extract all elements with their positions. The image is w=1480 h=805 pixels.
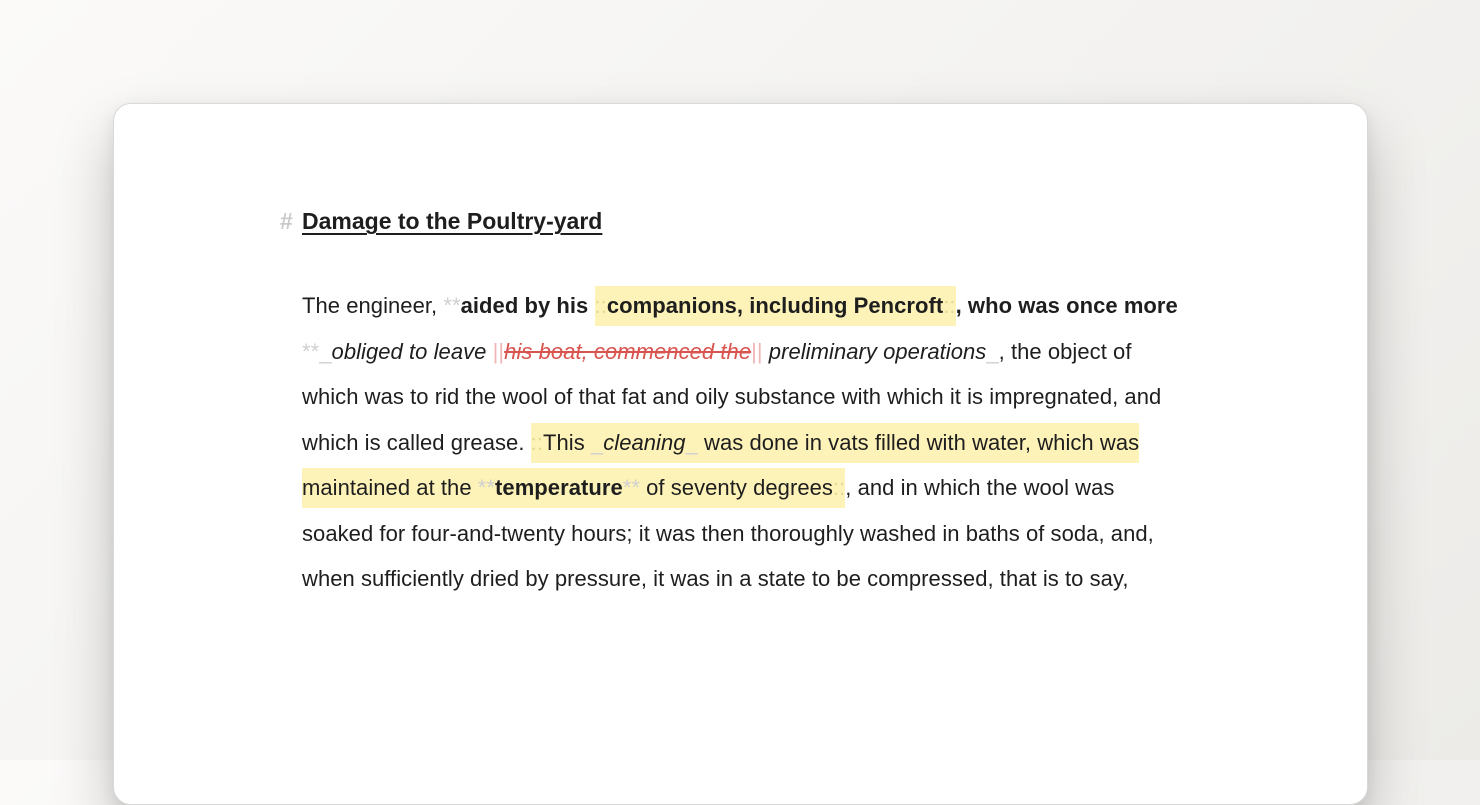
highlight-text: companions, including Pencroft [606, 293, 944, 318]
italic-text: cleaning [603, 429, 686, 455]
text-run: The engineer, [302, 293, 444, 318]
italic-marker: _ [590, 429, 604, 455]
bold-marker: ** [302, 338, 320, 364]
highlight-text: was done in vats filled with water, which was maintained at the [302, 429, 1140, 500]
paragraph[interactable] [302, 283, 1182, 602]
heading-title: Damage to the Poultry-yard [302, 208, 603, 234]
highlight-marker: :: [943, 293, 956, 318]
italic-text: preliminary operations [762, 338, 987, 364]
bold-text: temperature [495, 475, 623, 500]
bold-marker: ** [477, 475, 496, 500]
italic-text: obliged to leave [331, 338, 493, 364]
highlight-text: of seventy degrees [639, 475, 833, 500]
italic-marker: _ [685, 429, 698, 455]
bold-marker: ** [443, 293, 461, 318]
document-heading[interactable] [280, 204, 1182, 238]
text-run: , the object of which was to rid the wool of that fat and oily substance with which it is impregnated, and which is called grease. [302, 338, 1162, 455]
highlight-span [595, 286, 956, 326]
strikethrough-text: his boat, commenced the [504, 338, 752, 364]
bold-text: aided by his [460, 293, 595, 318]
editor-window [113, 103, 1368, 805]
bold-span [478, 475, 640, 500]
strikethrough-marker: || [492, 338, 505, 364]
italic-marker: _ [319, 338, 332, 364]
italic-span [319, 339, 998, 364]
italic-span [591, 430, 698, 455]
document-body[interactable] [280, 204, 1182, 602]
text-run: , and in which the wool was soaked for four-and-twenty hours; it was then thoroughly washed in baths of soda, and, when sufficiently dried by pressure, it was in a state to be compressed, that is to say, [302, 475, 1154, 591]
highlight-marker: :: [594, 293, 607, 318]
heading-marker: # [280, 208, 293, 234]
highlight-marker: :: [832, 475, 846, 500]
highlight-text: This [542, 429, 591, 455]
italic-marker: _ [986, 338, 999, 364]
bold-text: , who was once more [955, 293, 1178, 318]
strikethrough-marker: || [751, 338, 763, 364]
highlight-marker: :: [530, 429, 543, 455]
bold-marker: ** [622, 475, 640, 500]
